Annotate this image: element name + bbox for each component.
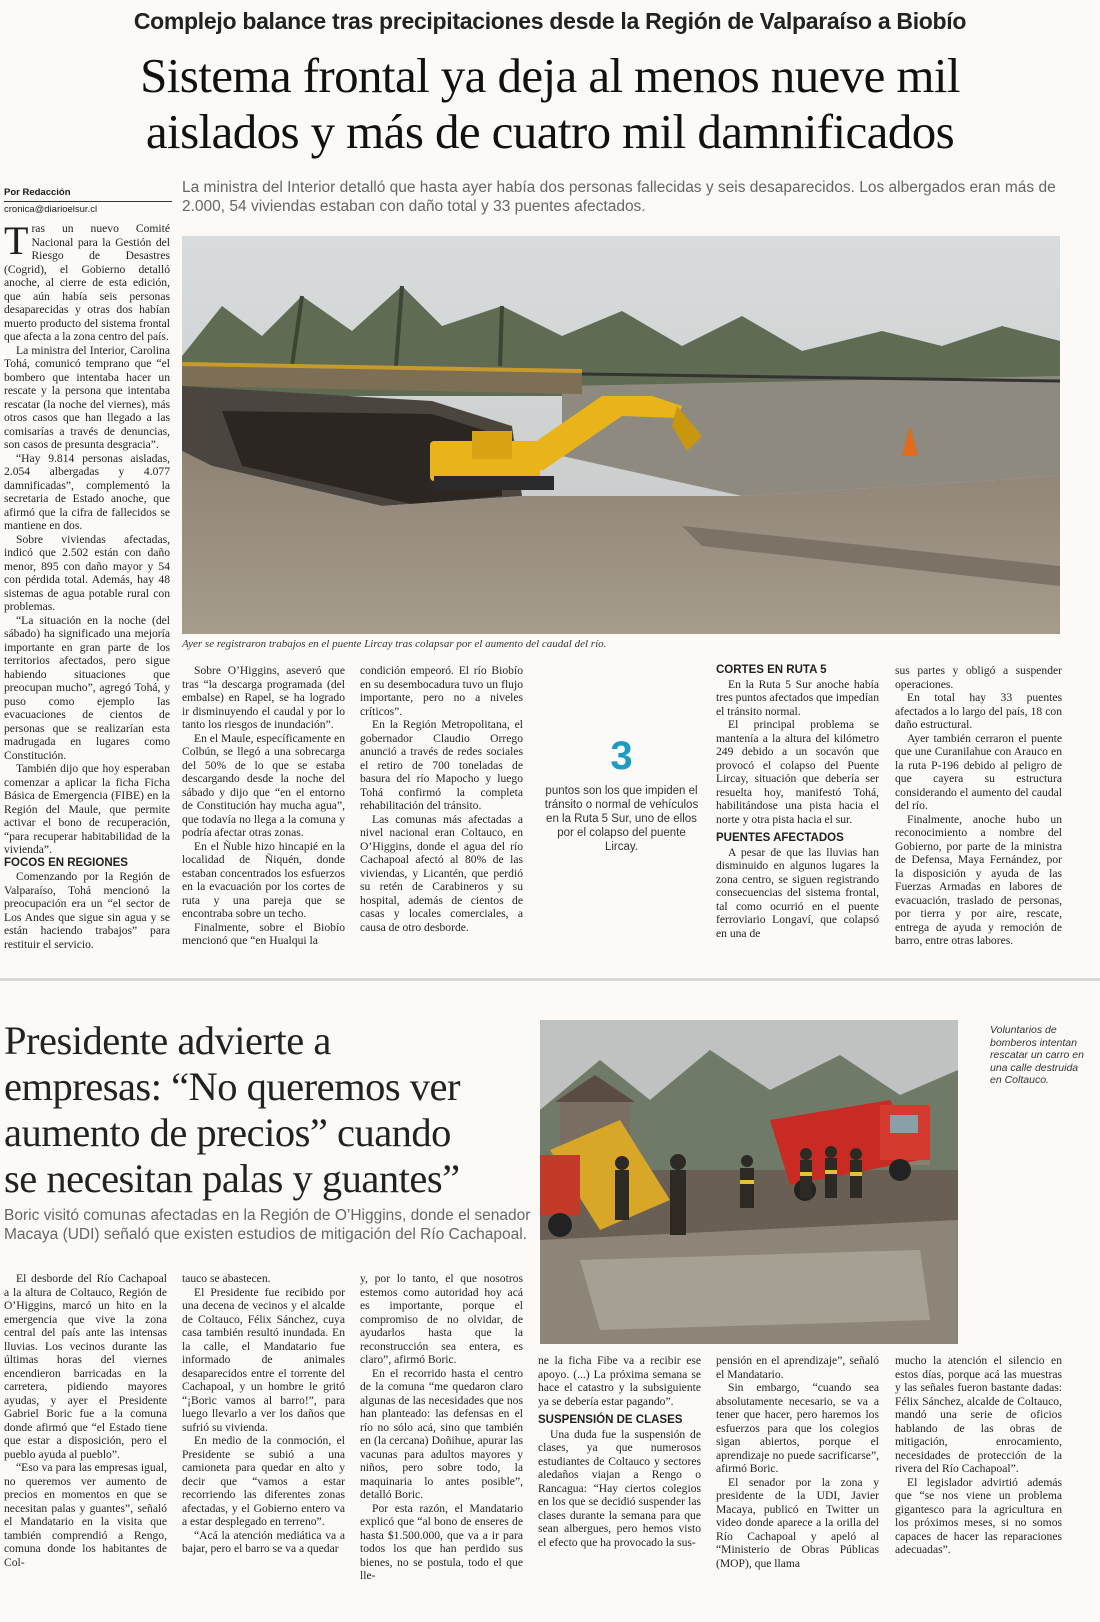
headline-2-line: se necesitan palas y guantes” (4, 1156, 460, 1201)
kicker: Complejo balance tras precipitaciones desde la Región de Valparaíso a Biobío (133, 8, 967, 34)
article-1-column-1 (4, 218, 170, 951)
article-1-column-2 (182, 664, 345, 948)
paragraph: “Acá la atención mediática va a bajar, pero el barro se va a quedar (182, 1528, 345, 1555)
paragraph: “Hay 9.814 personas aisladas, 2.054 albergadas y 4.077 damnificadas”, complementó la secretaria de Estado anoche, que afirmó que la cifra de fallecidos se mantiene en dos. (4, 451, 170, 532)
paragraph: “Eso va para las empresas igual, no queremos ver aumento de precios en momentos en que se necesitan palas y guantes”, señaló el Mandatario en la visita que también comprendió a Rengo, comuna donde los habitantes de Col- (4, 1461, 167, 1569)
article-2-column-2 (182, 1272, 345, 1556)
paragraph: tauco se abastecen. (182, 1272, 271, 1285)
highlight-text: puntos son los que impiden el tránsito o normal de vehículos en la Ruta 5 Sur, uno de ellos por el colapso del puente Lircay. (544, 785, 699, 853)
drop-cap: T (4, 218, 29, 263)
highlight-number: 3 (610, 734, 633, 778)
paragraph: Ayer también cerraron el puente que une Curanilahue con Arauco en la ruta P-196 debido al peligro de que cayera su estructura considerando el aumento del caudal del río. (895, 731, 1062, 812)
article-2-column-5 (716, 1354, 879, 1570)
paragraph: Sobre O’Higgins, aseveró que tras “la descarga programada (del embalse) en Rapel, se ha logrado ir disminuyendo el caudal y por lo tanto los riesgos de inundación”. (182, 664, 345, 731)
paragraph: En el recorrido hasta el centro de la comuna “me quedaron claro algunas de las necesidades que nos han planteado: las defensas en el río no sólo acá, sino que también en (la cercana) Doñihue, apurar las vacunas para adultos mayores y niños, pero sobre todo, la maquinaria lo antes posible”, detalló Boric. (360, 1366, 523, 1501)
paragraph: “La situación en la noche (del sábado) ha significado una mejoría importante en gran parte de los territorios afectados, pero sigue habiendo situaciones que preocupan mucho”, agregó Tohá, y puso como ejemplo las evacuaciones de cientos de personas que se realizarían esta madrugada en lugares como Constitución. (4, 613, 170, 762)
paragraph: sus partes y obligó a suspender operaciones. (895, 664, 1062, 691)
paragraph: El senador por la zona y presidente de la UDI, Javier Macaya, publicó en Twitter un video donde aparece a la orilla del Río Cachapoal y apeló al “Ministerio de Obras Públicas (MOP), que llama (716, 1475, 879, 1570)
headline-2-line: empresas: “No queremos ver (4, 1064, 460, 1109)
paragraph: Finalmente, sobre el Biobío mencionó que “en Hualqui la (182, 920, 345, 947)
article-2-column-4 (538, 1354, 701, 1549)
paragraph: Comenzando por la Región de Valparaíso, Tohá mencionó la preocupación era un “el sector de Los Andes que sigue sin agua y se están haciendo trabajos” para restituir el servicio. (4, 870, 170, 951)
article-2-column-6 (895, 1354, 1062, 1557)
paragraph: A pesar de que las lluvias han disminuido en algunos lugares la zona centro, se siguen registrando consecuencias del sistema frontal, tal como ocurrió en el puente ferroviario Longaví, que colapsó en una de (716, 845, 879, 940)
byline-email: cronica@diarioelsur.cl (4, 204, 98, 215)
paragraph: Una duda fue la suspensión de clases, ya que numerosos estudiantes de Coltauco y sectores aledaños viajan a Rengo o Rancagua: “Hay ciertos colegios en los que se decidió suspender las clases durante la semana para que sean albergues, pero hemos visto el efecto que ha provocado la sus- (538, 1427, 701, 1549)
paragraph: Por esta razón, el Mandatario explicó que “al bono de enseres de hasta $1.500.000, que va a ir para todos los que han perdido sus bienes, no se postula, todo el que lle- (360, 1501, 523, 1582)
article-1-column-3 (360, 664, 523, 934)
firefighters-photo-illustration (540, 1020, 958, 1344)
paragraph: En total hay 33 puentes afectados a lo largo del país, 18 con daño estructural. (895, 691, 1062, 731)
paragraph: mucho la atención el silencio en estos días, porque acá las muestras y las señales fueron bastante dadas: Félix Sánchez, alcalde de Coltauco, mandó una serie de oficios hablando de las obras de mitigación, enrocamiento, necesidades de protección de la rivera del Río Cachapoal”. (895, 1354, 1062, 1475)
paragraph: Sin embargo, “cuando sea absolutamente necesario, se va a tener que hacer, pero haremos los esfuerzos para que los colegios sigan abiertos, porque el aprendizaje no puede sacrificarse”, afirmó Boric. (716, 1381, 879, 1475)
deck-1: La ministra del Interior detalló que hasta ayer había dos personas fallecidas y seis desaparecidos. Los albergados eran más de 2.000, 54 viviendas estaban con daño total y 33 puentes afectados. (182, 179, 1056, 215)
paragraph: En la Región Metropolitana, el gobernador Claudio Orrego anunció a través de redes sociales el retiro de 700 toneladas de basura del río Mapocho y luego Tohá confirmó la completa rehabilitación del tránsito. (360, 718, 523, 812)
paragraph: En la Ruta 5 Sur anoche había tres puntos afectados que impedían el tránsito normal. (716, 677, 879, 718)
headline-1 (20, 48, 1080, 160)
headline-1-line: Sistema frontal ya deja al menos nueve mil (140, 48, 960, 103)
subheading-focos: FOCOS EN REGIONES (4, 856, 128, 869)
photo-1-caption: Ayer se registraron trabajos en el puente Lircay tras colapsar por el aumento del caudal del río. (182, 638, 607, 650)
paragraph: En el Ñuble hizo hincapié en la localidad de Ñiquén, donde estaban concentrados los esfuerzos en la evacuación por los cortes de ruta y una pareja que se encontraba sobre un techo. (182, 839, 345, 920)
paragraph: Las comunas más afectadas a nivel nacional eran Coltauco, en O’Higgins, donde el agua del río Cachapoal afectó al 80% de las viviendas, y Licantén, que perdió su retén de Carabineros y su hospital, además de cientos de casas y locales comerciales, a causa de otro desborde. (360, 812, 523, 934)
headline-2-line: Presidente advierte a (4, 1018, 331, 1063)
article-1-column-5 (716, 664, 879, 940)
paragraph: El principal problema se mantenía a la altura del kilómetro 249 debido a un socavón que provocó el colapso del Puente Lircay, situación que debería ser resuelta hoy, manifestó Tohá, habilitándose una pista hacia el norte y otra pista hacia el sur. (716, 718, 879, 826)
paragraph: También dijo que hoy esperaban comenzar a aplicar la ficha Ficha Básica de Emergencia (FIBE) en la Región del Maule, que permite activar el bono de recuperación, “para recuperar habitabilidad de la vivienda”. (4, 762, 170, 856)
subheading-ruta5: CORTES EN RUTA 5 (716, 664, 827, 676)
paragraph: pensión en el aprendizaje”, señaló el Mandatario. (716, 1354, 879, 1381)
paragraph: y, por lo tanto, el que nosotros estemos como autoridad hoy acá es importante, porque el compromiso de no olvidar, de ayudarlos hasta que la reconstrucción sea entera, es claro”, afirmó Boric. (360, 1272, 523, 1366)
paragraph: condición empeoró. El río Biobío en su desembocadura tuvo un flujo importante, pero no a niveles críticos”. (360, 664, 523, 718)
paragraph: En medio de la conmoción, el Presidente se subió a una camioneta para quedar en alto y decir que “vamos a estar recorriendo las diferentes zonas afectadas, y el Gobierno entero va a estar desplegado en terreno”. (182, 1434, 345, 1528)
subheading-clases: SUSPENSIÓN DE CLASES (538, 1414, 683, 1426)
section-divider (0, 978, 1100, 981)
bridge-photo-illustration (182, 236, 1060, 634)
paragraph: El desborde del Río Cachapoal a la altura de Coltauco, Región de O’Higgins, marcó un hito en la emergencia que vive la zona central del país ante las intensas lluvias. Los vecinos durante las últimas horas del viernes encendieron barricadas en la carretera, pidiendo mayores ayudas, y ayer el Presidente Gabriel Boric fue a la comuna donde afirmó que “el Estado tiene que estar a disposición, pero el pueblo ayuda al pueblo”. (4, 1272, 167, 1461)
byline-author: Por Redacción (4, 187, 172, 202)
headline-2 (4, 1018, 544, 1202)
article-2-column-1 (4, 1272, 167, 1569)
paragraph: El Presidente fue recibido por una decena de vecinos y el alcalde de Coltauco, Félix Sánchez, cuya casa también resultó inundada. En la calle, el Mandatario fue informado de animales desaparecidos entre el torrente del Cachapoal, y un hombre le gritó “¡Boric vamos al barro!”, para luego llevarlo a ver los daños que sufrió su vivienda. (182, 1285, 345, 1434)
paragraph: El legislador advirtió además que “se nos viene un problema gigantesco para la agricultura en los próximos meses, si no somos capaces de hacer las reparaciones adecuadas”. (895, 1475, 1062, 1556)
paragraph: En el Maule, específicamente en Colbún, se llegó a una sobrecarga del 50% de lo que se estaba descargando desde la noche del sábado y dijo que “en el entorno de Constitución hay mucha agua”, que todavía no llega a la comuna y podría afectar otras zonas. (182, 731, 345, 839)
article-2-column-3 (360, 1272, 523, 1583)
photo-firefighters (540, 1020, 958, 1344)
deck-2: Boric visitó comunas afectadas en la Región de O’Higgins, donde el senador Macaya (UDI) señaló que existen estudios de mitigación del Río Cachapoal. (4, 1207, 531, 1243)
paragraph: Sobre viviendas afectadas, indicó que 2.502 están con daño menor, 895 con daño mayor y 54 con pérdida total. Además, hay 48 sistemas de agua potable rural con problemas. (4, 532, 170, 613)
paragraph: Tras un nuevo Comité Nacional para la Gestión del Riesgo de Desastres (Cogrid), el Gobierno detalló anoche, al cierre de esta edición, que aún había seis personas desaparecidas y otras dos habían muerto producto del sistema frontal que afecta a la zona centro del país. (4, 218, 170, 343)
byline (4, 187, 172, 216)
article-1-column-6 (895, 664, 1062, 948)
paragraph: Finalmente, anoche hubo un reconocimiento a nombre del Gobierno, por parte de la ministra de Defensa, Maya Fernández, por la disposición y ayuda de las Fuerzas Armadas en labores de evacuación, traslado de personas, por tierra y por aire, rescate, entrega de ayuda y remoción de barro, entre otras labores. (895, 812, 1062, 947)
subheading-puentes: PUENTES AFECTADOS (716, 832, 844, 844)
headline-2-line: aumento de precios” cuando (4, 1110, 451, 1155)
photo-bridge-collapse (182, 236, 1060, 634)
paragraph: ne la ficha Fibe va a recibir ese apoyo. (...) La próxima semana se hace el catastro y la subsiguiente ya se debería estar pagando”. (538, 1354, 701, 1408)
headline-1-line: aislados y más de cuatro mil damnificados (145, 104, 955, 159)
photo-2-caption: Voluntarios de bomberos intentan rescatar un carro en una calle destruida en Coltauco. (990, 1024, 1084, 1086)
paragraph: La ministra del Interior, Carolina Tohá, comunicó temprano que “el bombero que intentaba hacer un rescate y la persona que intentaba rescatar (la noche del viernes), más otros casos que han llegado a las comisarías a través de denuncias, son casos de presunta desgracia”. (4, 343, 170, 451)
